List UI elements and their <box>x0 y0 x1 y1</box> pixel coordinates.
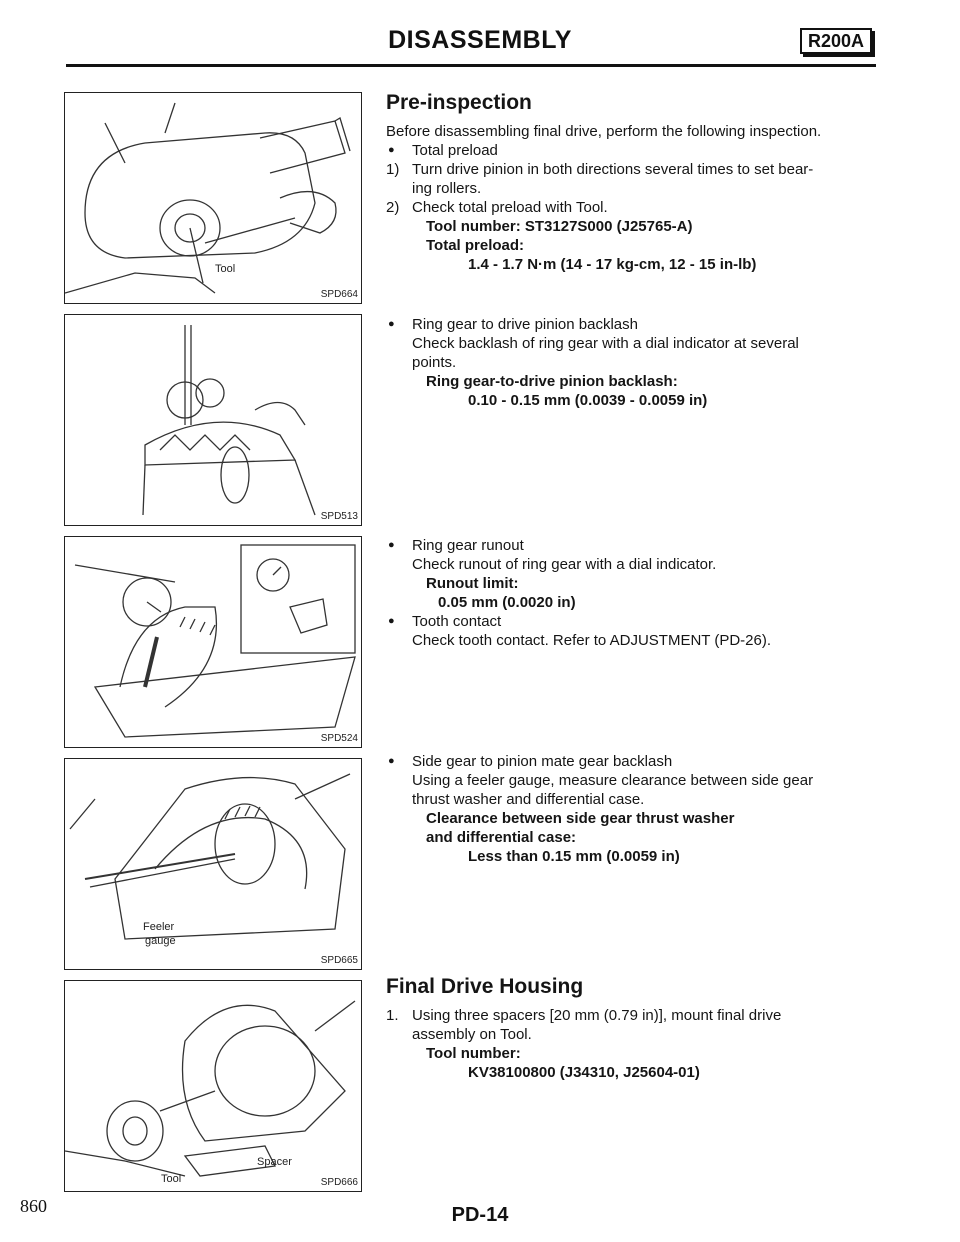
spec-value: KV38100800 (J34310, J25604-01) <box>468 1064 700 1081</box>
step-number: 1. <box>386 1007 399 1024</box>
body-text: thrust washer and differential case. <box>412 791 645 808</box>
bullet-item: ● Side gear to pinion mate gear backlash <box>386 752 886 771</box>
feeler-gauge-illustration <box>65 759 361 969</box>
spec-value: 0.10 - 0.15 mm (0.0039 - 0.0059 in) <box>468 392 708 409</box>
section-heading: Pre-inspection <box>386 91 532 114</box>
figure-final-drive-housing <box>64 980 362 1192</box>
page-code: PD-14 <box>451 1204 509 1226</box>
step-number: 2) <box>386 199 400 216</box>
section-runout <box>386 536 886 650</box>
step-text: Turn drive pinion in both directions several times to set bear- <box>412 161 814 178</box>
section-heading: Final Drive Housing <box>386 975 584 998</box>
step-text-cont: ing rollers. <box>412 180 482 197</box>
step-text: Using three spacers [20 mm (0.79 in)], mount final drive <box>412 1007 782 1024</box>
figure-code: SPD524 <box>320 733 358 744</box>
section-final-drive-housing <box>386 974 886 1082</box>
figure-code: SPD513 <box>320 511 358 522</box>
final-drive-mount-illustration <box>65 981 361 1191</box>
bullet-item: ● Total preload <box>386 141 886 160</box>
figure-backlash <box>64 314 362 526</box>
spec-label: Total preload: <box>426 237 525 254</box>
spec-value: 1.4 - 1.7 N·m (14 - 17 kg-cm, 12 - 15 in-lb) <box>468 256 757 273</box>
figure-code: SPD665 <box>320 955 358 966</box>
figure-code: SPD666 <box>320 1177 358 1188</box>
model-badge: R200A <box>800 28 872 54</box>
tool-number: Tool number: ST3127S000 (J25765-A) <box>426 218 693 235</box>
spec-label: Runout limit: <box>426 575 519 592</box>
callout-tool: Tool <box>215 263 236 275</box>
header-rule <box>66 64 876 67</box>
section-side-gear <box>386 752 886 866</box>
body-text: Using a feeler gauge, measure clearance between side gear <box>412 772 814 789</box>
spec-value: 0.05 mm (0.0020 in) <box>438 594 576 611</box>
page-number: 860 <box>20 1196 47 1216</box>
callout-tool: Tool <box>161 1173 182 1185</box>
spec-label: Ring gear-to-drive pinion backlash: <box>426 373 678 390</box>
bullet-item: ● Tooth contact <box>386 612 886 631</box>
figure-total-preload <box>64 92 362 304</box>
callout-spacer: Spacer <box>257 1156 292 1168</box>
section-preinspection <box>386 90 886 274</box>
spec-label: and differential case: <box>426 829 577 846</box>
spec-label: Tool number: <box>426 1045 521 1062</box>
step-text-cont: assembly on Tool. <box>412 1026 532 1043</box>
ring-gear-runout-illustration <box>65 537 361 747</box>
figure-runout <box>64 536 362 748</box>
spec-label: Clearance between side gear thrust washer <box>426 810 735 827</box>
callout-gauge: gauge <box>145 935 176 947</box>
intro-text: Before disassembling final drive, perform the following inspection. <box>386 123 822 140</box>
differential-tool-illustration <box>65 93 361 303</box>
body-text: points. <box>412 354 457 371</box>
page-title: DISASSEMBLY <box>388 26 572 54</box>
body-text: Check runout of ring gear with a dial indicator. <box>412 556 717 573</box>
figure-side-gear <box>64 758 362 970</box>
callout-feeler: Feeler <box>143 921 175 933</box>
body-text: Check backlash of ring gear with a dial indicator at several <box>412 335 799 352</box>
bullet-item: ● Ring gear runout <box>386 536 886 555</box>
dial-indicator-backlash-illustration <box>65 315 361 525</box>
figure-code: SPD664 <box>320 289 358 300</box>
step-number: 1) <box>386 161 400 178</box>
bullet-item: ● Ring gear to drive pinion backlash <box>386 315 886 334</box>
body-text: Check tooth contact. Refer to ADJUSTMENT (PD-26). <box>412 632 772 649</box>
spec-value: Less than 0.15 mm (0.0059 in) <box>468 848 680 865</box>
step-text: Check total preload with Tool. <box>412 199 608 216</box>
section-backlash <box>386 315 886 410</box>
